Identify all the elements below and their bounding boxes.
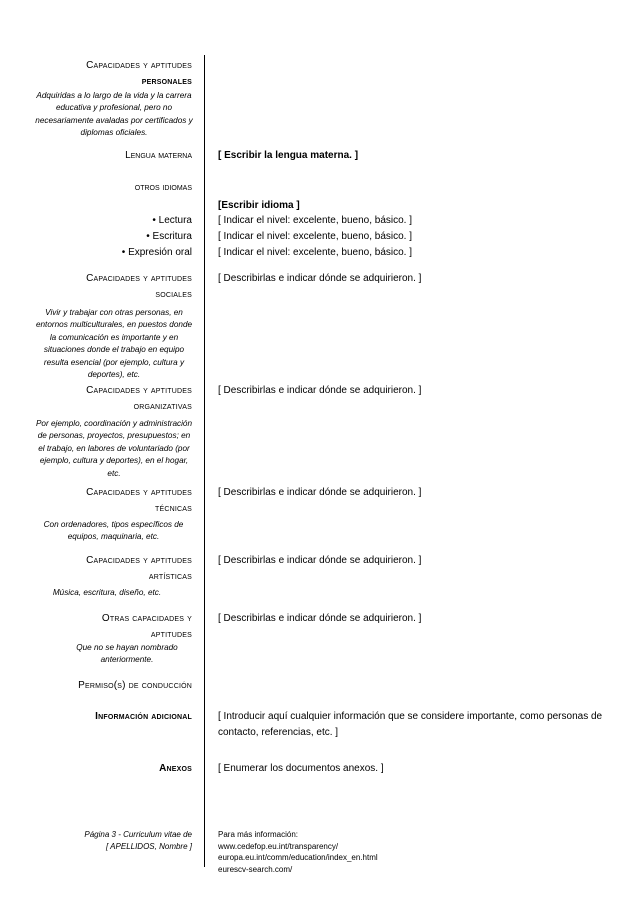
footer-link-eurescv[interactable]: eurescv-search.com/ bbox=[218, 864, 293, 874]
writing-value: [ Indicar el nivel: excelente, bueno, básico. ] bbox=[218, 231, 413, 242]
organizational-skills-heading-line1: Capacidades y aptitudes bbox=[86, 385, 192, 396]
social-skills-value: [ Describirlas e indicar dónde se adquirieron. ] bbox=[218, 273, 422, 284]
reading-value: [ Indicar el nivel: excelente, bueno, básico. ] bbox=[218, 215, 413, 226]
speaking-label: • Expresión oral bbox=[121, 247, 192, 258]
other-skills-heading bbox=[22, 611, 192, 643]
artistic-skills-description: Música, escritura, diseño, etc. bbox=[52, 588, 162, 597]
driving-licence-heading bbox=[2, 678, 192, 694]
footer-link-cedefop[interactable]: www.cedefop.eu.int/transparency/ bbox=[218, 841, 339, 851]
social-skills-heading-line2: sociales bbox=[155, 289, 192, 300]
footer-cv-owner: [ APELLIDOS, Nombre ] bbox=[106, 841, 192, 851]
annexes-heading bbox=[22, 761, 192, 777]
other-skills-heading-line2: aptitudes bbox=[150, 629, 192, 640]
footer-link-europa[interactable]: europa.eu.int/comm/education/index_en.html bbox=[218, 853, 378, 862]
other-skills-heading-line1: Otras capacidades y bbox=[101, 613, 192, 624]
writing-label: • Escritura bbox=[146, 231, 192, 242]
technical-skills-heading-line1: Capacidades y aptitudes bbox=[86, 487, 192, 498]
organizational-skills-heading-line2: organizativas bbox=[133, 401, 192, 412]
technical-skills-value: [ Describirlas e indicar dónde se adquirieron. ] bbox=[218, 487, 422, 498]
organizational-skills-value: [ Describirlas e indicar dónde se adquirieron. ] bbox=[218, 385, 422, 396]
mother-tongue-label-text: Lengua materna bbox=[125, 150, 192, 161]
other-skills-description: Que no se hayan nombrado anteriormente. bbox=[76, 643, 178, 665]
additional-info-label: Información adicional bbox=[95, 711, 192, 722]
reading-label: • Lectura bbox=[152, 215, 192, 226]
column-divider bbox=[204, 55, 205, 867]
annexes-label: Anexos bbox=[159, 763, 192, 774]
artistic-skills-heading-line2: artísticas bbox=[148, 571, 192, 582]
social-skills-heading bbox=[22, 271, 192, 303]
social-skills-description: Vivir y trabajar con otras personas, en entornos multiculturales, en puestos donde la comunicación es importante y en situaciones donde el trabajo en equipo resulta esencial (por ejemplo, cultura y deportes), etc. bbox=[35, 308, 193, 380]
other-languages-label-text: otros idiomas bbox=[134, 182, 192, 193]
driving-licence-label: Permiso(s) de conducción bbox=[78, 680, 192, 691]
additional-info-heading bbox=[22, 709, 192, 725]
technical-skills-heading-line2: técnicas bbox=[155, 503, 192, 514]
footer-more-info-title: Para más información: bbox=[218, 830, 299, 839]
footer-page-info bbox=[22, 829, 192, 852]
organizational-skills-description: Por ejemplo, coordinación y administración de personas, proyectos, presupuestos; en el trabajo, en labores de voluntariado (por ejemplo, cultura y deportes), en el hogar, etc. bbox=[35, 419, 193, 478]
personal-skills-description: Adquiridas a lo largo de la vida y la carrera educativa y profesional, pero no necesariamente avaladas por certificados y diplomas oficiales. bbox=[35, 91, 193, 138]
technical-skills-heading bbox=[22, 485, 192, 517]
other-languages-label bbox=[22, 180, 192, 196]
personal-skills-heading-line1: Capacidades y aptitudes bbox=[86, 60, 192, 71]
artistic-skills-value: [ Describirlas e indicar dónde se adquirieron. ] bbox=[218, 555, 422, 566]
additional-info-value: [ Introducir aquí cualquier información que se considere importante, como personas de contacto, referencias, etc. ] bbox=[218, 711, 603, 738]
artistic-skills-heading-line1: Capacidades y aptitudes bbox=[86, 555, 192, 566]
mother-tongue-value: [ Escribir la lengua materna. ] bbox=[218, 150, 359, 161]
speaking-value: [ Indicar el nivel: excelente, bueno, básico. ] bbox=[218, 247, 413, 258]
footer-page-number: Página 3 - Curriculum vitae de bbox=[84, 830, 192, 839]
personal-skills-heading bbox=[22, 58, 192, 90]
artistic-skills-heading bbox=[22, 553, 192, 585]
personal-skills-heading-line2: personales bbox=[141, 76, 192, 87]
footer-more-info bbox=[218, 829, 608, 875]
mother-tongue-label bbox=[22, 148, 192, 164]
social-skills-heading-line1: Capacidades y aptitudes bbox=[86, 273, 192, 284]
annexes-value: [ Enumerar los documentos anexos. ] bbox=[218, 763, 384, 774]
other-skills-value: [ Describirlas e indicar dónde se adquirieron. ] bbox=[218, 613, 422, 624]
language-name-value: [Escribir idioma ] bbox=[218, 200, 300, 211]
technical-skills-description: Con ordenadores, tipos específicos de equipos, maquinaria, etc. bbox=[43, 520, 184, 542]
organizational-skills-heading bbox=[22, 383, 192, 415]
